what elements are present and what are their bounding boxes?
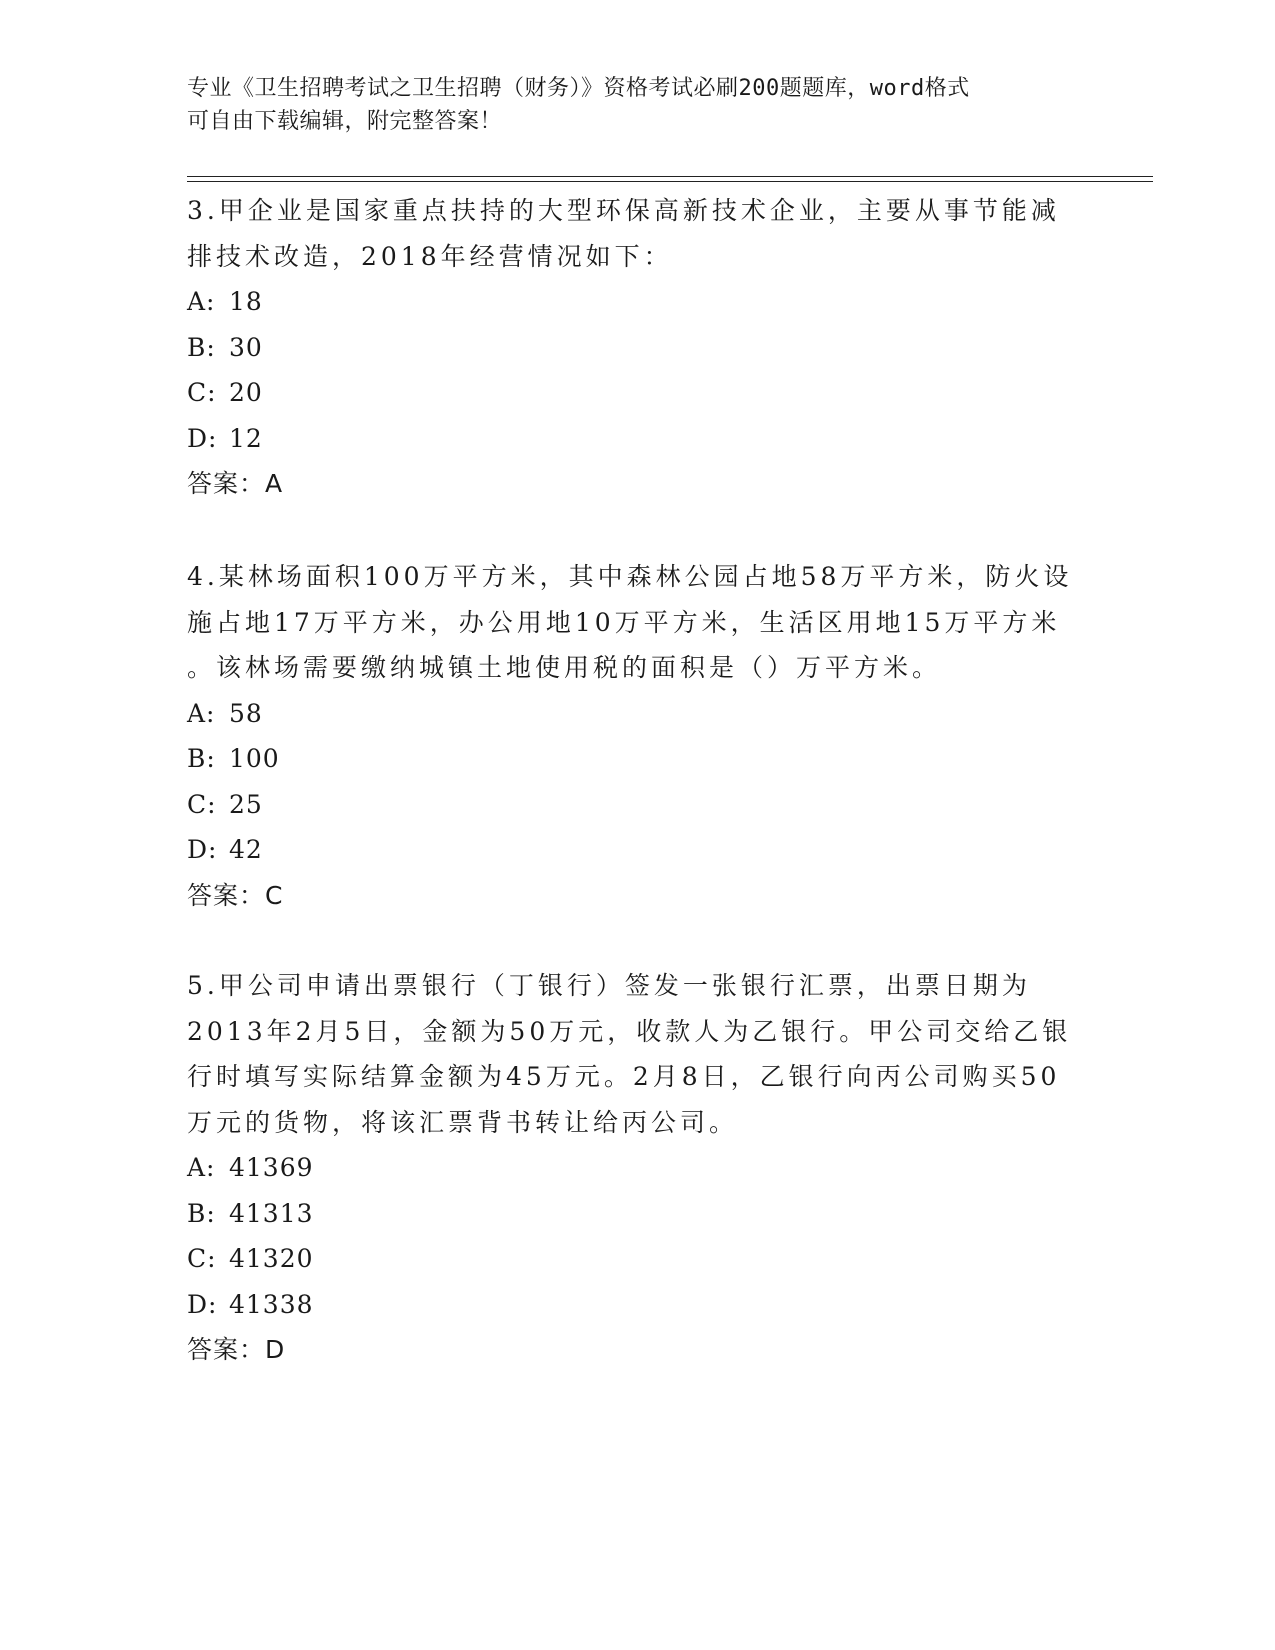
option-a <box>187 279 1087 325</box>
option-c <box>187 1236 1087 1282</box>
answer-line: 答案：C <box>187 880 284 910</box>
option-value: 25 <box>229 789 263 819</box>
header-divider <box>187 181 1153 182</box>
answer-line: 答案：D <box>187 1335 286 1364</box>
option-key: D: <box>187 423 218 453</box>
question-text: 。该林场需要缴纳城镇土地使用税的面积是（）万平方米。 <box>187 653 942 682</box>
question-block <box>187 554 1087 918</box>
option-key: D: <box>187 835 218 864</box>
option-d <box>187 1282 1087 1328</box>
option-value: 41369 <box>229 1153 314 1182</box>
option-value: 41338 <box>229 1289 314 1319</box>
option-key: A: <box>187 1153 216 1182</box>
option-b <box>187 325 1087 371</box>
question-text: 行时填写实际结算金额为45万元。2月8日，乙银行向丙公司购买50 <box>187 1062 1061 1091</box>
document-header <box>187 72 1067 138</box>
option-key: A: <box>187 287 216 316</box>
option-a <box>187 1145 1087 1191</box>
question-text: 5.甲公司申请出票银行（丁银行）签发一张银行汇票，出票日期为 <box>187 971 1031 1000</box>
option-key: C: <box>187 1244 217 1273</box>
option-value: 42 <box>229 835 263 864</box>
option-c <box>187 370 1087 416</box>
option-key: B: <box>187 744 216 773</box>
option-b <box>187 736 1087 782</box>
option-b <box>187 1191 1087 1237</box>
question-text: 排技术改造，2018年经营情况如下： <box>187 241 673 271</box>
option-a <box>187 691 1087 737</box>
question-block <box>187 963 1087 1373</box>
header-divider <box>187 176 1153 177</box>
option-d <box>187 416 1087 462</box>
question-text: 2013年2月5日，金额为50万元，收款人为乙银行。甲公司交给乙银 <box>187 1016 1072 1046</box>
header-line: 专业《卫生招聘考试之卫生招聘（财务）》资格考试必刷200题题库，word格式 <box>187 76 970 101</box>
option-key: B: <box>187 332 216 362</box>
header-line: 可自由下载编辑，附完整答案！ <box>187 109 503 134</box>
option-key: C: <box>187 789 217 819</box>
option-value: 41320 <box>229 1244 314 1273</box>
question-block <box>187 188 1087 507</box>
question-text: 万元的货物，将该汇票背书转让给丙公司。 <box>187 1107 739 1137</box>
option-value: 20 <box>229 378 263 407</box>
question-text: 施占地17万平方米，办公用地10万平方米，生活区用地15万平方米 <box>187 607 1061 637</box>
option-value: 100 <box>229 744 280 773</box>
option-key: A: <box>187 698 216 728</box>
option-value: 18 <box>229 287 263 316</box>
option-key: D: <box>187 1289 218 1319</box>
answer-line: 答案：A <box>187 469 284 498</box>
option-c <box>187 782 1087 828</box>
option-value: 41313 <box>229 1198 314 1228</box>
option-value: 12 <box>229 423 263 453</box>
option-key: C: <box>187 378 217 407</box>
question-text: 3.甲企业是国家重点扶持的大型环保高新技术企业，主要从事节能减 <box>187 196 1060 225</box>
option-d <box>187 827 1087 873</box>
option-value: 58 <box>229 698 263 728</box>
option-key: B: <box>187 1198 216 1228</box>
option-value: 30 <box>229 332 263 362</box>
question-text: 4.某林场面积100万平方米，其中森林公园占地58万平方米，防火设 <box>187 562 1073 591</box>
